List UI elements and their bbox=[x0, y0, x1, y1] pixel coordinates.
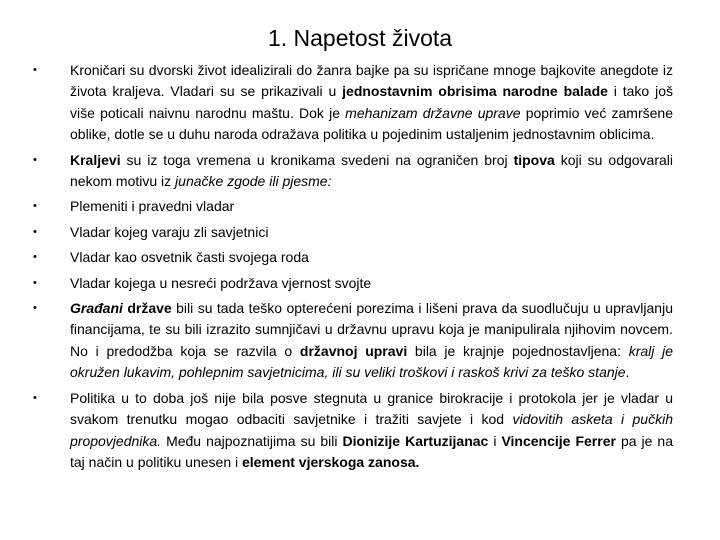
bold-text: Dionizije Kartuzijanac bbox=[342, 432, 489, 449]
bold-text: element vjerskoga zanosa. bbox=[242, 453, 420, 470]
text: su iz toga vremena u kronikama svedeni na ograničen broj bbox=[120, 151, 514, 168]
italic-text: mehanizam državne uprave bbox=[345, 104, 521, 121]
bullet-icon: • bbox=[33, 251, 37, 264]
bold-text bbox=[70, 300, 172, 316]
text: i tako još više poticali naivnu narodnu maštu. Dok je bbox=[70, 83, 673, 121]
bullet-icon: • bbox=[33, 200, 37, 213]
bold-text: jednostavnim obrisima narodne balade bbox=[342, 83, 608, 100]
text: koji su odgovarali nekom motivu iz bbox=[70, 151, 674, 190]
text: Vladar kao osvetnik časti svojega roda bbox=[70, 249, 309, 266]
bullet-icon: • bbox=[33, 64, 37, 76]
text: Među najpoznatijima su bili bbox=[161, 432, 343, 449]
italic-text: junačke zgode ili pjesme: bbox=[175, 173, 332, 190]
slide-title: 1. Napetost života bbox=[267, 25, 453, 51]
bullet-icon: • bbox=[33, 225, 37, 238]
bullet-icon: • bbox=[33, 153, 37, 166]
bullet-icon: • bbox=[33, 302, 37, 315]
text: Plemeniti i pravedni vladar bbox=[70, 198, 235, 215]
text: . bbox=[625, 364, 630, 381]
bold-text: tipova bbox=[513, 151, 555, 168]
bold-italic-text: Građani bbox=[70, 300, 123, 317]
bullet-item-6 bbox=[33, 273, 673, 294]
bold-text: Kraljevi bbox=[70, 151, 121, 168]
bullet-list bbox=[33, 60, 673, 473]
bold-text: države bbox=[122, 300, 172, 317]
bold-text: Vincencije Ferrer bbox=[501, 432, 616, 449]
text: i bbox=[488, 432, 502, 449]
text: pa je na taj način u politiku unesen i bbox=[70, 432, 673, 470]
bullet-item-1 bbox=[33, 60, 673, 146]
text: Kroničari su dvorski život idealizirali do žanra bajke pa su ispričane mnoge bajkovite anegdote iz života kraljeva. Vladari su se prikazivali u bbox=[70, 62, 673, 100]
bold-text: državnoj upravi bbox=[299, 342, 408, 359]
bullet-item-7 bbox=[33, 298, 673, 384]
bullet-icon: • bbox=[33, 391, 37, 404]
bullet-item-5 bbox=[33, 247, 673, 268]
text: poprimio već zamršene oblike, dotle se u duhu naroda odražava politika u pojedinim ustaljenim jednostavnim oblicima. bbox=[70, 104, 673, 143]
text: bili su tada teško opterećeni porezima i lišeni prava da suodlučuju u upravljanju financijama, te su bili izrazito sumnjičavi u državnu upravu koja je manipulirala njihovim novcem. No i predodžba koja se razvila o bbox=[70, 300, 673, 359]
text: Vladar kojega u nesreći podržava vjernost svojte bbox=[70, 274, 372, 291]
text: Politika u to doba još nije bila posve stegnuta u granice birokracije i protokola jer je vladar u svakom trenutku mogao odbaciti savjetnike i tražiti savjete i kod bbox=[70, 389, 673, 428]
bullet-item-4 bbox=[33, 222, 673, 243]
bullet-item-2 bbox=[33, 150, 673, 193]
bullet-item-3 bbox=[33, 196, 673, 217]
italic-text: kralj je okružen lukavim, pohlepnim savjetnicima, ili su veliki troškovi i raskoš krivi za teško stanje bbox=[70, 342, 673, 381]
text: Vladar kojeg varaju zli savjetnici bbox=[70, 223, 269, 240]
text: bila je krajnje pojednostavljena: bbox=[407, 342, 629, 359]
bullet-item-8 bbox=[33, 388, 673, 474]
bullet-icon: • bbox=[33, 276, 37, 289]
italic-text: vidovitih asketa i pučkih propovjednika. bbox=[70, 411, 673, 449]
